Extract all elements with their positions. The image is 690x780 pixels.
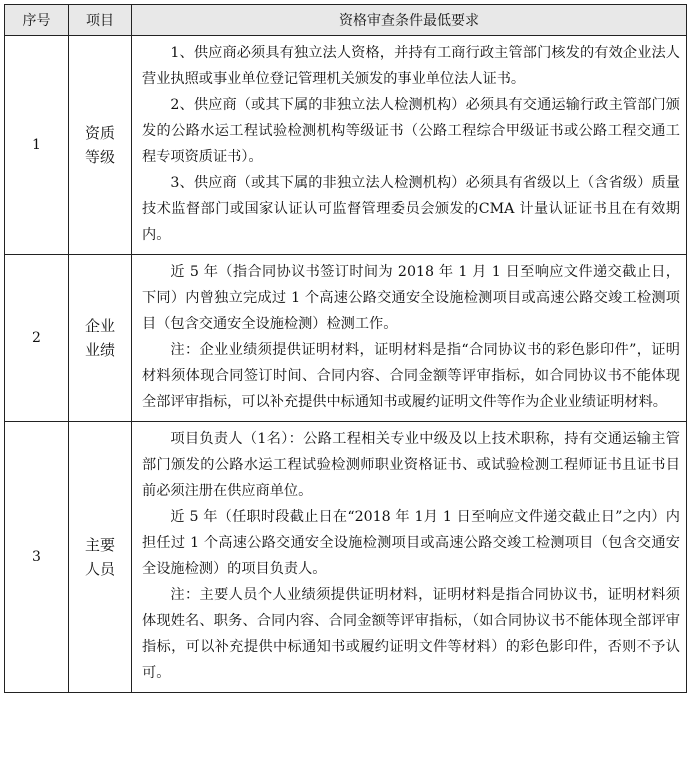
row-requirements [132,255,687,422]
table-row-performance [5,255,687,422]
row-item-label [69,422,132,693]
requirement-paragraph: 注：企业业绩须提供证明材料，证明材料是指“合同协议书的彩色影印件”，证明材料须体现合同签订时间、合同内容、合同金额等评审指标，如合同协议书不能体现全部评审指标，可以补充提供中标通知书或履约证明文件等作为企业业绩证明材料。 [142,342,680,410]
header-serial-number: 序号 [5,5,69,36]
row-requirements [132,36,687,255]
requirement-paragraph: 项目负责人（1名）：公路工程相关专业中级及以上技术职称，持有交通运输主管部门颁发的公路水运工程试验检测师职业资格证书、或试验检测工程师证书且证书目前必须注册在供应商单位。 [142,431,680,499]
row-item-label [69,36,132,255]
requirement-paragraph: 近 5 年（指合同协议书签订时间为 2018 年 1 月 1 日至响应文件递交截止日，下同）内曾独立完成过 1 个高速公路交通安全设施检测项目或高速公路交竣工检测项目（包含交通安全设施检测）检测工作。 [142,264,680,332]
requirement-paragraph: 3、供应商（或其下属的非独立法人检测机构）必须具有省级以上（含省级）质量技术监督部门或国家认证认可监督管理委员会颁发的CMA 计量认证证书且在有效期内。 [142,175,680,243]
table-row-personnel [5,422,687,693]
requirement-paragraph: 近 5 年（任职时段截止日在“2018 年 1月 1 日至响应文件递交截止日”之内）内担任过 1 个高速公路交通安全设施检测项目或高速公路交竣工检测项目（包含交通安全设施检测）的项目负责人。 [142,509,680,577]
item-label-line: 人员 [84,560,115,578]
item-label-line: 主要 [84,536,115,554]
table-row-qualification [5,36,687,255]
row-item-label [69,255,132,422]
requirements-table [4,4,687,693]
requirement-paragraph: 1、供应商必须具有独立法人资格，并持有工商行政主管部门核发的有效企业法人营业执照或事业单位登记管理机关颁发的事业单位法人证书。 [142,45,680,87]
header-requirements: 资格审查条件最低要求 [132,5,687,36]
requirement-paragraph: 注：主要人员个人业绩须提供证明材料，证明材料是指合同协议书，证明材料须体现姓名、职务、合同内容、合同金额等评审指标，（如合同协议书不能体现全部评审指标，可以补充提供中标通知书或履约证明文件等材料）的彩色影印件，否则不予认可。 [142,587,680,681]
header-row [5,5,687,36]
header-item: 项目 [69,5,132,36]
item-label-line: 业绩 [84,341,115,359]
row-requirements [132,422,687,693]
row-number: 3 [5,422,69,693]
item-label-line: 资质 [84,124,115,142]
requirement-paragraph: 2、供应商（或其下属的非独立法人检测机构）必须具有交通运输行政主管部门颁发的公路水运工程试验检测机构等级证书（公路工程综合甲级证书或公路工程交通工程专项资质证书）。 [142,97,680,165]
row-number: 2 [5,255,69,422]
row-number: 1 [5,36,69,255]
item-label-line: 企业 [84,317,115,335]
item-label-line: 等级 [84,148,115,166]
